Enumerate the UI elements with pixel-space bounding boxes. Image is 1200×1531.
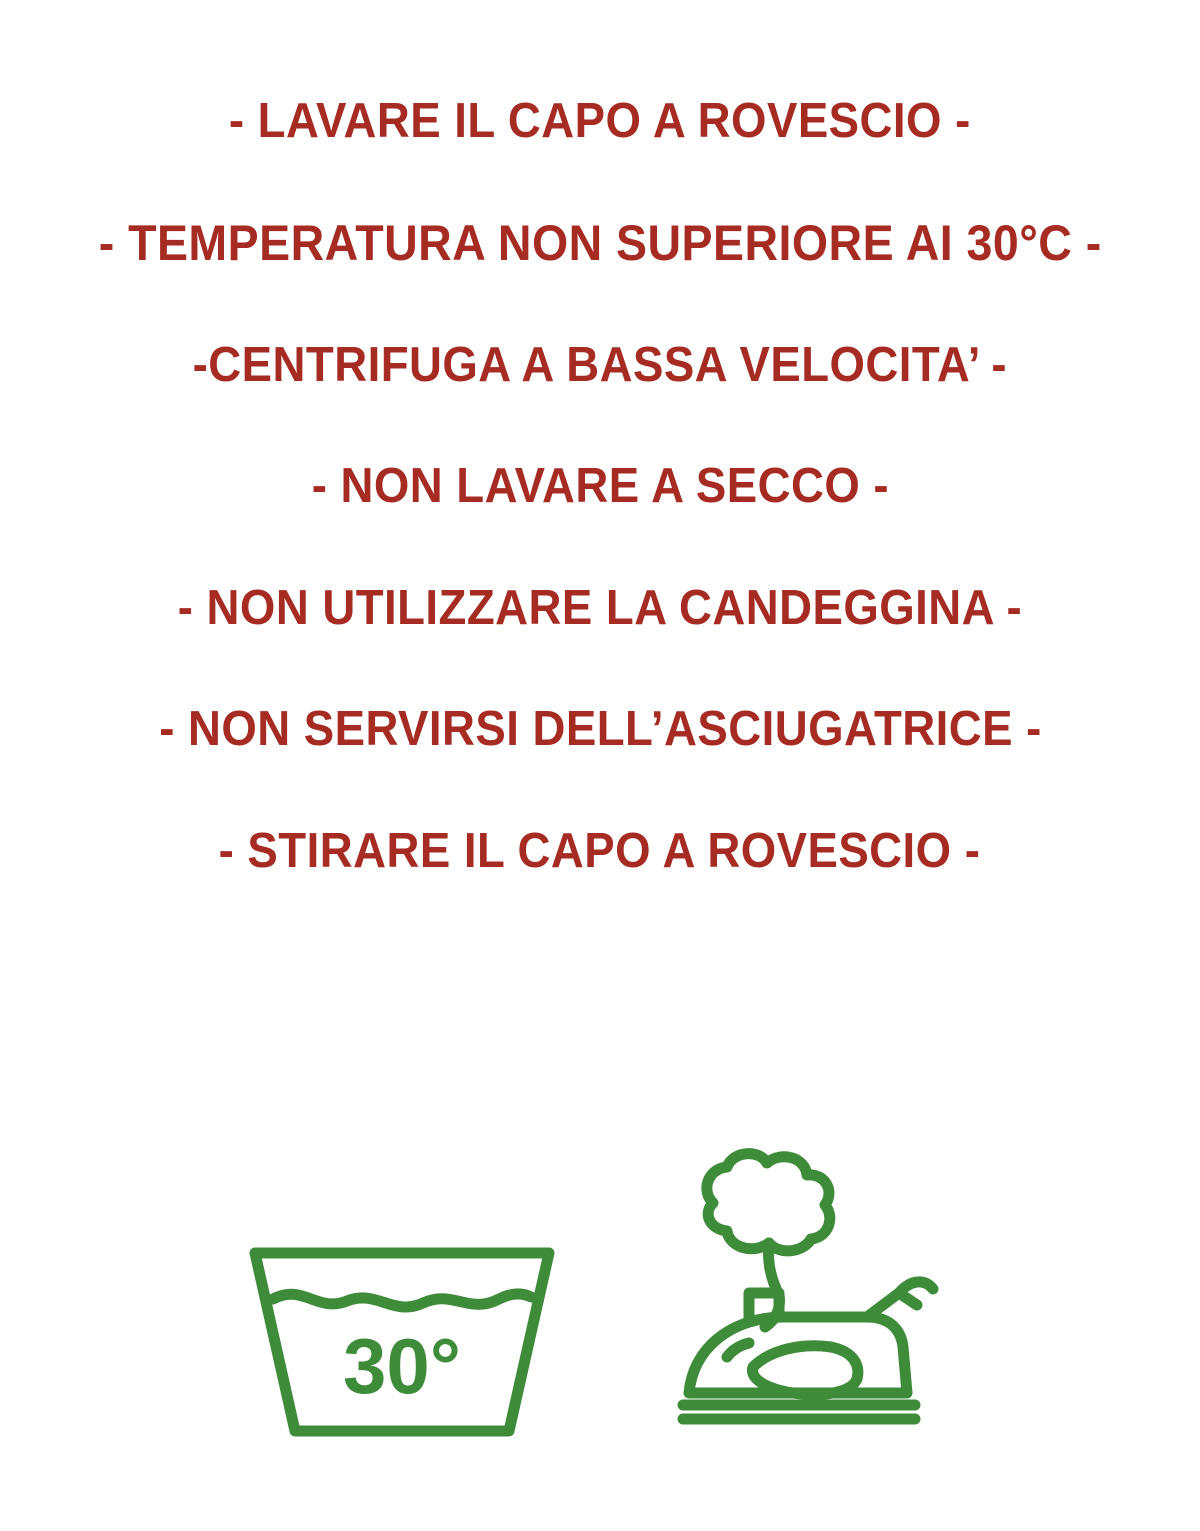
instruction-line-2: - TEMPERATURA NON SUPERIORE AI 30°C - bbox=[98, 215, 1102, 272]
instruction-line-6: - NON SERVIRSI DELL’ASCIUGATRICE - bbox=[158, 702, 1042, 757]
iron-steam-icon bbox=[653, 1143, 953, 1443]
instruction-line-1: - LAVARE IL CAPO A ROVESCIO - bbox=[229, 94, 971, 148]
instruction-line-3: -CENTRIFUGA A BASSA VELOCITA’ - bbox=[192, 337, 1008, 392]
instruction-line-7: - STIRARE IL CAPO A ROVESCIO - bbox=[219, 823, 981, 878]
instruction-line-5: - NON UTILIZZARE LA CANDEGGINA - bbox=[177, 580, 1023, 635]
care-symbols-row bbox=[0, 1143, 1200, 1443]
wash-temperature-text: 30° bbox=[343, 1322, 461, 1410]
instruction-line-4: - NON LAVARE A SECCO - bbox=[311, 459, 889, 514]
wash-30-degrees-icon bbox=[247, 1243, 557, 1443]
